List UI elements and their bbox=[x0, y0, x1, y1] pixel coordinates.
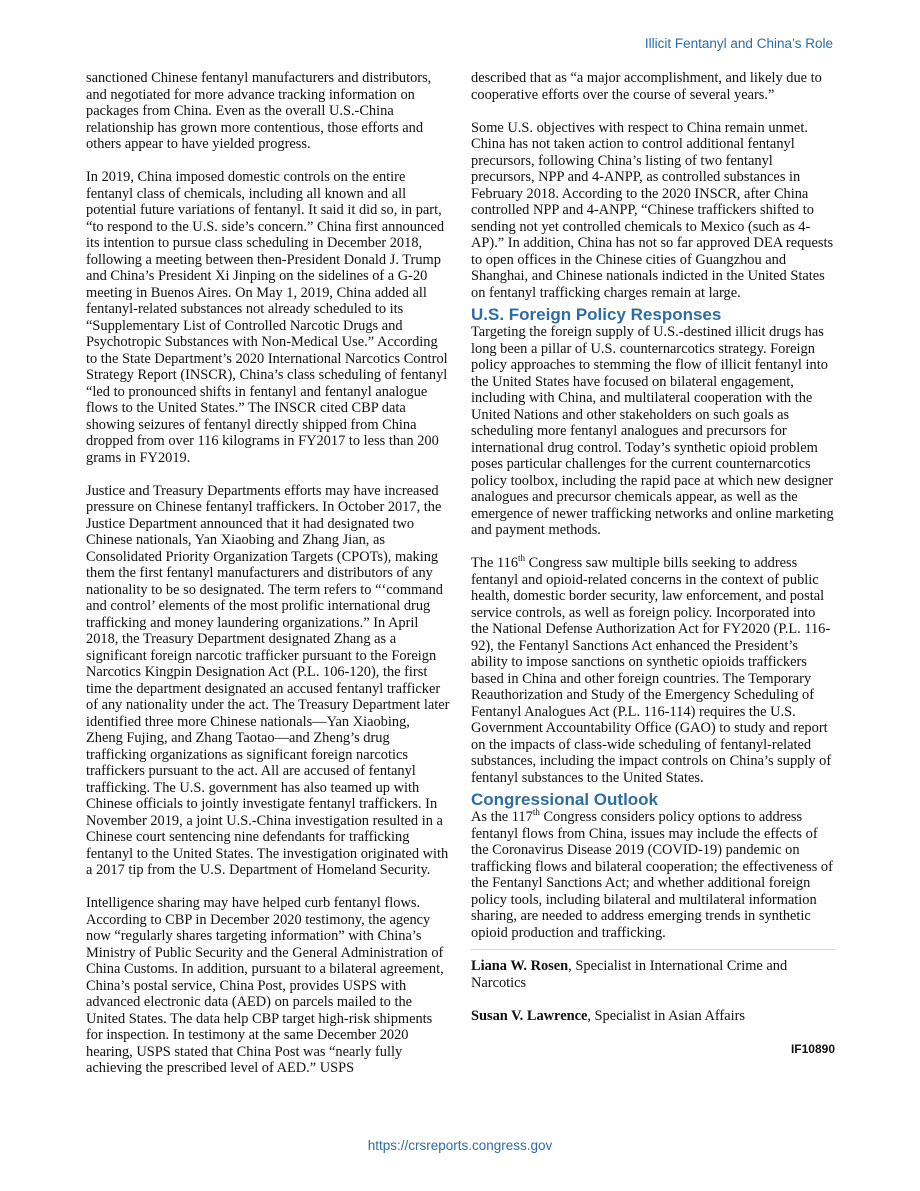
paragraph: In 2019, China imposed domestic controls on the entire fentanyl class of chemicals, including all known and all potential future variations of fentanyl. It said it did so, in part, “to respond to the U.S. side’s concern.” China first announced its intention to pursue class scheduling in December 2018, following a meeting between then-President Donald J. Trump and China’s President Xi Jinping on the sidelines of a G-20 meeting in Buenos Aires. On May 1, 2019, China added all fentanyl-related substances not already scheduled to its “Supplementary List of Controlled Narcotic Drugs and Psychotropic Substances with Non-Medical Use.” According to the State Department’s 2020 International Narcotics Control Strategy Report (INSCR), China’s class scheduling of fentanyl “led to pronounced shifts in fentanyl and fentanyl analogue flows to the United States.” The INSCR cited CBP data showing seizures of fentanyl directly shipped from China dropped from over 116 kilograms in FY2017 to less than 200 grams in FY2019. bbox=[86, 169, 448, 466]
author-line bbox=[471, 1008, 835, 1025]
ordinal-suffix: th bbox=[518, 553, 526, 564]
author-title: , Specialist in International Crime and Narcotics bbox=[471, 958, 788, 991]
author-name: Susan V. Lawrence bbox=[471, 1007, 588, 1024]
paragraph: Intelligence sharing may have helped curb fentanyl flows. According to CBP in December 2020 testimony, the agency now “regularly shares targeting information” with China’s Ministry of Public Security and the General Administration of China Customs. In addition, pursuant to a bilateral agreement, China’s postal service, China Post, provides USPS with advanced electronic data (AED) on parcels mailed to the United States. The data help CBP target high-risk shipments for inspection. In testimony at the same December 2020 hearing, USPS stated that China Post was “nearly fully achieving the prescribed level of AED.” USPS bbox=[86, 895, 444, 1076]
ordinal-suffix: th bbox=[532, 807, 540, 818]
paragraph: Targeting the foreign supply of U.S.-destined illicit drugs has long been a pillar of U.S. counternarcotics strategy. Foreign policy approaches to stemming the flow of illicit fentanyl into the United States have focused on bilateral engagement, including with China, and multilateral cooperation with the United Nations and other stakeholders on such goals as scheduling more fentanyl analogues and precursors for international drug control. Today’s synthetic opioid problem poses particular challenges for the current counternarcotics policy toolbox, including the rapid pace at which new designer analogues and precursor chemicals appear, as well as the emergence of newer trafficking networks and online marketing and payment methods. bbox=[471, 324, 834, 538]
paragraph: sanctioned Chinese fentanyl manufacturers and distributors, and negotiated for more advance tracking information on packages from China. Even as the overall U.S.-China relationship has grown more contentious, those efforts and others appear to have yielded progress. bbox=[86, 70, 432, 152]
author-line bbox=[471, 958, 835, 991]
paragraph: Justice and Treasury Departments efforts may have increased pressure on Chinese fentanyl traffickers. In October 2017, the Justice Department announced that it had designated two Chinese nationals, Yan Xiaobing and Zhang Jian, as Consolidated Priority Organization Targets (CPOTs), making them the first fentanyl manufacturers and distributors of any nationality to be so designated. The term refers to “‘command and control’ elements of the most prolific international drug trafficking and money laundering organizations.” In April 2018, the Treasury Department designated Zhang as a significant foreign narcotic trafficker pursuant to the Foreign Narcotics Kingpin Designation Act (P.L. 106-120), the first time the department designated an accused fentanyl trafficker of any nationality under the act. The Treasury Department later identified three more Chinese nationals—Yan Xiaobing, Zheng Fujing, and Zhang Taotao—and Zheng’s drug trafficking organizations as significant foreign narcotics traffickers pursuant to the act. All are accused of fentanyl trafficking. The U.S. government has also teamed up with Chinese officials to jointly investigate fentanyl traffickers. In November 2019, a joint U.S.-China investigation resulted in a Chinese court sentencing nine defendants for trafficking fentanyl to the United States. The investigation originated with a 2017 tip from the U.S. Department of Homeland Security. bbox=[86, 482, 450, 878]
footer-link[interactable]: https://crsreports.congress.gov bbox=[367, 1138, 553, 1153]
paragraph bbox=[471, 555, 835, 786]
left-column bbox=[86, 70, 450, 1077]
paragraph: described that as “a major accomplishment, and likely due to cooperative efforts over the course of several years.” bbox=[471, 70, 822, 103]
section-heading-foreign-policy: U.S. Foreign Policy Responses bbox=[471, 305, 722, 324]
author-divider bbox=[471, 949, 835, 950]
author-title: , Specialist in Asian Affairs bbox=[587, 1007, 745, 1024]
running-header-title: Illicit Fentanyl and China’s Role bbox=[644, 36, 833, 51]
text-run: As the 117 bbox=[471, 809, 533, 825]
author-name: Liana W. Rosen bbox=[471, 958, 569, 974]
text-run: The 116 bbox=[471, 555, 519, 571]
right-column bbox=[471, 70, 835, 1057]
paragraph bbox=[471, 809, 835, 941]
text-run: Congress saw multiple bills seeking to address fentanyl and opioid-related concerns in the context of public health, domestic border security, law enforcement, and postal service controls, as well as foreign policy. Incorporated into the National Defense Authorization Act for FY2020 (P.L. 116-92), the Fentanyl Sanctions Act enhanced the President’s ability to impose sanctions on synthetic opioids traffickers based in China and other foreign countries. The Temporary Reauthorization and Study of the Emergency Scheduling of Fentanyl Analogues Act (P.L. 116-114) requires the U.S. Government Accountability Office (GAO) to study and report on the impacts of class-wide scheduling of fentanyl-related substances, including the impact controls on China’s supply of fentanyl substances to the United States. bbox=[471, 555, 832, 786]
paragraph: Some U.S. objectives with respect to China remain unmet. China has not taken action to control additional fentanyl precursors, following China’s listing of two fentanyl precursors, NPP and 4-ANPP, as controlled substances in February 2018. According to the 2020 INSCR, after China controlled NPP and 4-ANPP, “Chinese traffickers shifted to sending not yet controlled chemicals to Mexico (such as 4-AP).” In addition, China has not so far approved DEA requests to open offices in the Chinese cities of Guangzhou and Shanghai, and Chinese nationals indicted in the United States on fentanyl trafficking charges remain at large. bbox=[471, 119, 834, 301]
section-heading-congressional-outlook: Congressional Outlook bbox=[471, 790, 659, 809]
report-id: IF10890 bbox=[790, 1041, 835, 1056]
text-run: Congress considers policy options to address fentanyl flows from China, issues may include the effects of the Coronavirus Disease 2019 (COVID-19) pandemic on trafficking flows and bilateral cooperation; the effectiveness of the Fentanyl Sanctions Act; and whether additional foreign policy tools, including bilateral and multilateral information sharing, are needed to address emerging trends in synthetic opioid production and trafficking. bbox=[471, 809, 833, 941]
